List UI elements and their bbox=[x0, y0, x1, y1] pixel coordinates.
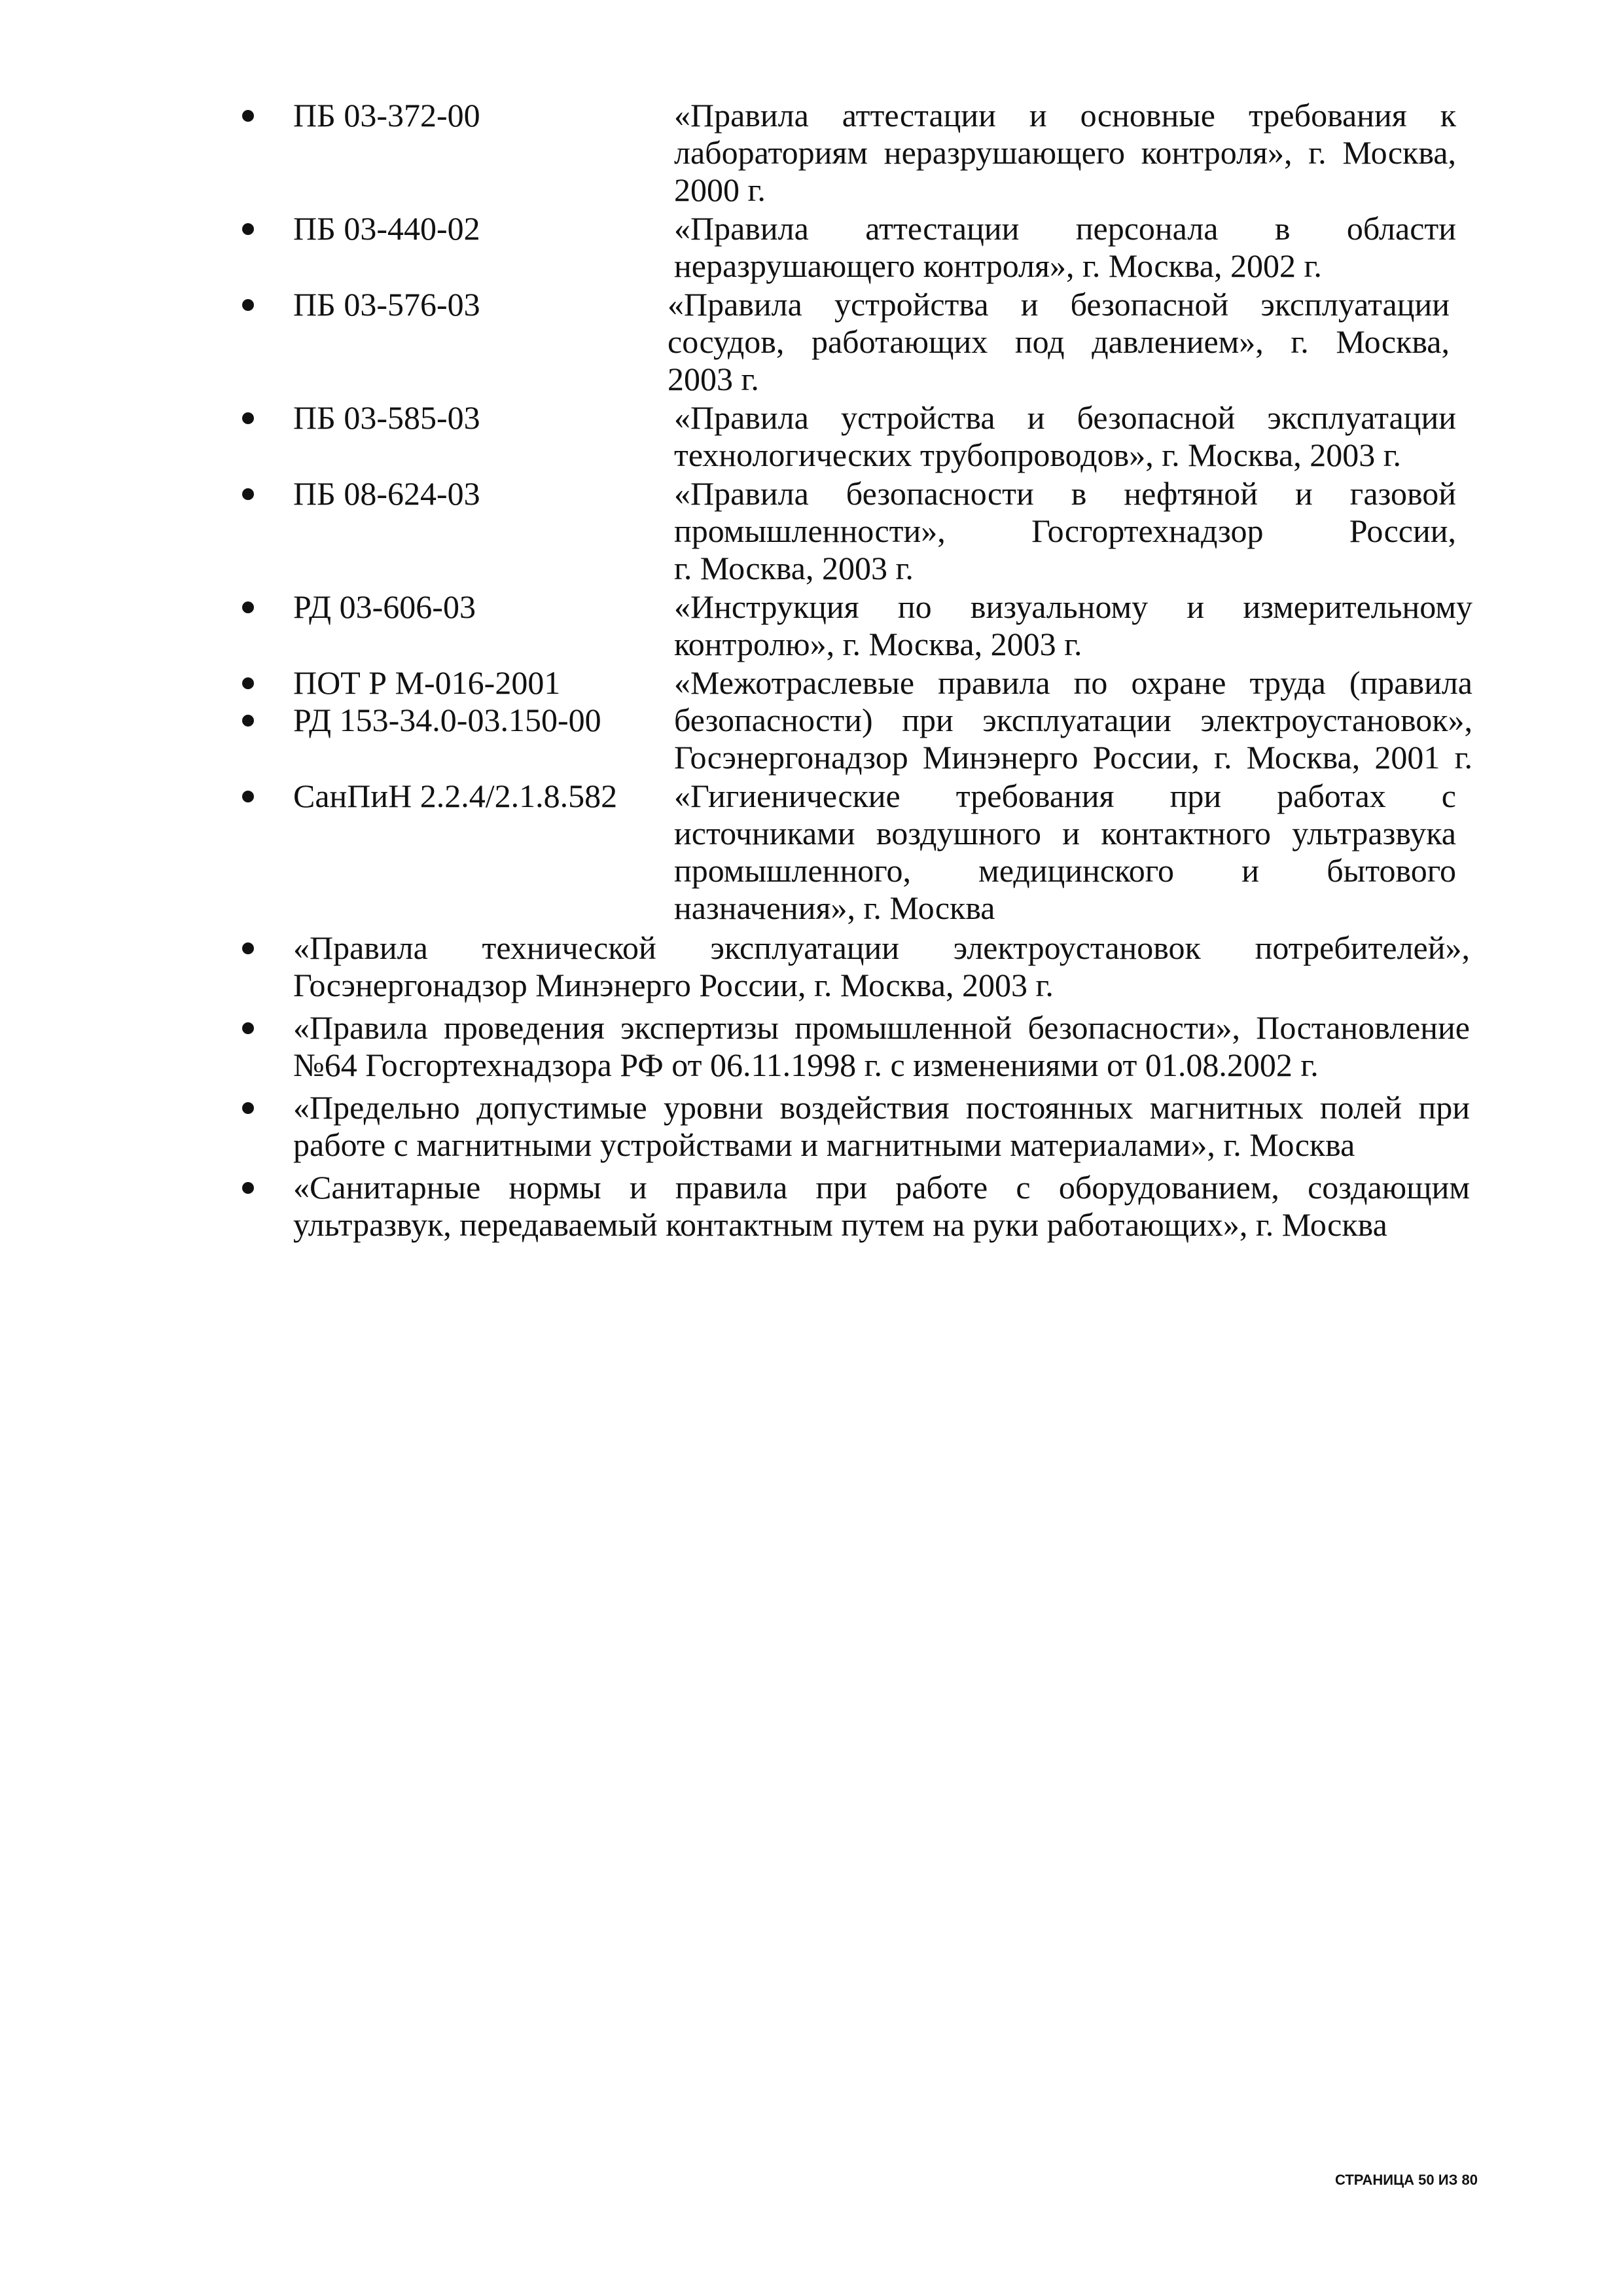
description-line: безопасности) при эксплуатации электроустановок», bbox=[674, 702, 1472, 738]
description-line: лабораториям неразрушающего контроля», г. Москва, bbox=[674, 134, 1456, 171]
reference-description bbox=[674, 664, 1472, 702]
description-line: «Межотраслевые правила по охране труда (правила bbox=[674, 664, 1472, 701]
reference-code: ПБ 03-576-03 bbox=[293, 286, 480, 323]
description-line: Госэнергонадзор Минэнерго России, г. Москва, 2003 г. bbox=[293, 967, 1054, 1003]
description-line: неразрушающего контроля», г. Москва, 2002 г. bbox=[674, 247, 1322, 284]
page-number-footer: СТРАНИЦА 50 ИЗ 80 bbox=[1335, 2172, 1478, 2188]
reference-item bbox=[242, 588, 1472, 663]
description-line: «Правила аттестации и основные требования к bbox=[674, 97, 1456, 134]
bullet-icon bbox=[242, 223, 254, 235]
reference-description bbox=[293, 1009, 1470, 1084]
description-line: «Гигиенические требования при работах с bbox=[674, 778, 1456, 814]
description-line: контролю», г. Москва, 2003 г. bbox=[674, 626, 1082, 662]
description-line: «Правила безопасности в нефтяной и газовой bbox=[674, 475, 1456, 512]
reference-description bbox=[674, 210, 1456, 285]
reference-description bbox=[674, 475, 1456, 587]
reference-code: СанПиН 2.2.4/2.1.8.582 bbox=[293, 778, 618, 814]
reference-code: ПОТ Р М-016-2001 bbox=[293, 664, 561, 701]
reference-code: РД 03-606-03 bbox=[293, 588, 476, 625]
bullet-icon bbox=[242, 942, 254, 954]
reference-code: РД 153-34.0-03.150-00 bbox=[293, 702, 601, 738]
description-line: работе с магнитными устройствами и магнитными материалами», г. Москва bbox=[293, 1126, 1355, 1163]
reference-item bbox=[242, 97, 1472, 209]
bullet-icon bbox=[242, 299, 254, 311]
description-line: источниками воздушного и контактного ультразвука bbox=[674, 815, 1456, 852]
description-line: 2003 г. bbox=[668, 361, 759, 397]
description-line: «Правила технической эксплуатации электроустановок потребителей», bbox=[293, 929, 1470, 966]
reference-code: ПБ 03-372-00 bbox=[293, 97, 480, 134]
description-line: №64 Госгортехнадзора РФ от 06.11.1998 г. с изменениями от 01.08.2002 г. bbox=[293, 1047, 1319, 1083]
reference-description bbox=[668, 286, 1450, 398]
reference-item bbox=[242, 475, 1472, 587]
reference-item bbox=[242, 702, 1472, 776]
reference-code: ПБ 08-624-03 bbox=[293, 475, 480, 512]
bullet-icon bbox=[242, 677, 254, 689]
description-line: «Правила устройства и безопасной эксплуатации bbox=[674, 399, 1456, 436]
reference-description bbox=[293, 929, 1470, 1004]
reference-item bbox=[242, 210, 1472, 285]
references-list bbox=[242, 97, 1472, 1244]
bullet-icon bbox=[242, 715, 254, 726]
reference-description bbox=[293, 1089, 1470, 1164]
reference-item-full bbox=[242, 1089, 1472, 1164]
bullet-icon bbox=[242, 488, 254, 500]
reference-description bbox=[674, 702, 1472, 776]
reference-item-full bbox=[242, 1169, 1472, 1244]
description-line: ультразвук, передаваемый контактным путем на руки работающих», г. Москва bbox=[293, 1206, 1387, 1243]
reference-item bbox=[242, 664, 1472, 702]
description-line: «Правила устройства и безопасной эксплуатации bbox=[668, 286, 1450, 323]
description-line: «Санитарные нормы и правила при работе с оборудованием, создающим bbox=[293, 1169, 1470, 1206]
description-line: «Правила проведения экспертизы промышленной безопасности», Постановление bbox=[293, 1009, 1470, 1046]
reference-item bbox=[242, 778, 1472, 927]
description-line: промышленности», Госгортехнадзор России, bbox=[674, 512, 1456, 549]
reference-code: ПБ 03-440-02 bbox=[293, 210, 480, 247]
reference-description bbox=[674, 778, 1456, 927]
reference-item bbox=[242, 399, 1472, 474]
bullet-icon bbox=[242, 1022, 254, 1034]
reference-description bbox=[293, 1169, 1470, 1244]
reference-description bbox=[674, 588, 1472, 663]
reference-description bbox=[674, 97, 1456, 209]
reference-item-full bbox=[242, 929, 1472, 1004]
bullet-icon bbox=[242, 412, 254, 424]
reference-code: ПБ 03-585-03 bbox=[293, 399, 480, 436]
bullet-icon bbox=[242, 1182, 254, 1194]
description-line: сосудов, работающих под давлением», г. Москва, bbox=[668, 323, 1450, 360]
bullet-icon bbox=[242, 791, 254, 802]
description-line: г. Москва, 2003 г. bbox=[674, 550, 914, 586]
reference-item bbox=[242, 286, 1472, 398]
description-line: «Правила аттестации персонала в области bbox=[674, 210, 1456, 247]
description-line: промышленного, медицинского и бытового bbox=[674, 852, 1456, 889]
bullet-icon bbox=[242, 110, 254, 122]
reference-description bbox=[674, 399, 1456, 474]
description-line: «Предельно допустимые уровни воздействия постоянных магнитных полей при bbox=[293, 1089, 1470, 1126]
description-line: технологических трубопроводов», г. Москва, 2003 г. bbox=[674, 437, 1402, 473]
description-line: 2000 г. bbox=[674, 171, 766, 208]
description-line: назначения», г. Москва bbox=[674, 889, 995, 926]
description-line: «Инструкция по визуальному и измерительному bbox=[674, 588, 1472, 625]
reference-item-full bbox=[242, 1009, 1472, 1084]
bullet-icon bbox=[242, 1102, 254, 1114]
bullet-icon bbox=[242, 601, 254, 613]
description-line: Госэнергонадзор Минэнерго России, г. Москва, 2001 г. bbox=[674, 739, 1472, 776]
